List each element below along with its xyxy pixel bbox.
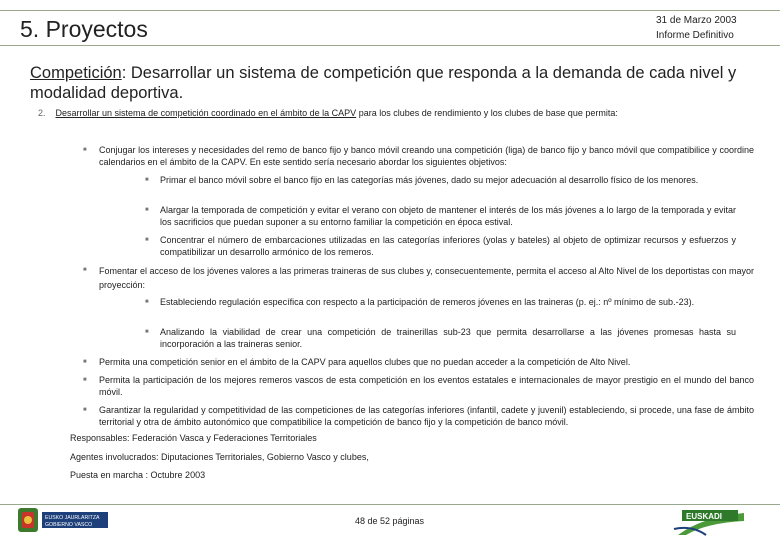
gobierno-vasco-logo (18, 507, 110, 538)
bullet-text: Fomentar el acceso de los jóvenes valores a las primeras traineras de sus clubes y, consecuentemente, permita el acceso al Alto Nivel de los deportistas con mayor proyección: (99, 266, 754, 290)
bullet-marker-icon: ■ (145, 177, 149, 183)
header-top-rule (0, 10, 780, 11)
bullet-text: Permita una competición senior en el ámbito de la CAPV para aquellos clubes que no puedan acceder a la competición de Alto Nivel. (99, 357, 631, 367)
bullet-text: Conjugar los intereses y necesidades del remo de banco fijo y banco móvil creando una competición (liga) de banco fijo y banco móvil que compatibilice y coordine calendarios en el ámbito de la CAPV. En este sentido sería necesario abordar los siguientes objetivos: (99, 145, 754, 167)
puesta-line: Puesta en marcha : Octubre 2003 (70, 470, 206, 480)
intro-number: 2. (38, 108, 46, 118)
logo-right-text: EUSKADI (686, 512, 723, 521)
intro-rest: para los clubes de rendimiento y los clubes de base que permita: (356, 108, 618, 118)
agentes-line: Agentes involucrados: Diputaciones Territoriales, Gobierno Vasco y clubes, (70, 452, 369, 462)
bullet-marker-icon: ■ (145, 207, 149, 213)
bullet-text: Primar el banco móvil sobre el banco fijo en las categorías más jóvenes, dado su mejor adecuación al desarrollo físico de los menores. (160, 175, 699, 185)
heading-keyword: Competición (30, 64, 122, 82)
bullet-marker-icon: ■ (83, 377, 87, 383)
header-status: Informe Definitivo (656, 30, 734, 41)
bullet-text: Analizando la viabilidad de crear una competición de trainerillas sub-23 que permita desarrollarse a las jóvenes promesas hasta su incorporación a las traineras senior. (160, 327, 736, 349)
intro-line (38, 108, 618, 118)
intro-underlined: Desarrollar un sistema de competición coordinado en el ámbito de la CAPV (55, 108, 357, 118)
logo-left-line2: GOBIERNO VASCO (45, 522, 93, 528)
bullet-marker-icon: ■ (145, 237, 149, 243)
bullet-marker-icon: ■ (83, 267, 87, 273)
page-number: 48 de 52 páginas (355, 516, 425, 526)
bullet-marker-icon: ■ (83, 407, 87, 413)
bullet-marker-icon: ■ (145, 299, 149, 305)
header-date: 31 de Marzo 2003 (656, 15, 737, 26)
euskadi-logo (672, 507, 748, 542)
bullet-marker-icon: ■ (83, 359, 87, 365)
bullet-marker-icon: ■ (83, 147, 87, 153)
bullet-text: Garantizar la regularidad y competitividad de las competiciones de las categorías inferiores (infantil, cadete y juvenil) estableciendo, si procede, una fase de ámbito territorial y otra de ámbito autonómico que compatibilice la competición de banco fijo y la competición de banco móvil. (99, 405, 754, 427)
section-heading (30, 63, 770, 103)
bullet-text: Concentrar el número de embarcaciones utilizadas en las categorías inferiores (yolas y bateles) al objeto de optimizar recursos y esfuerzos y compatibilizar un desarrollo armónico de los remeros. (160, 235, 736, 257)
heading-text: : Desarrollar un sistema de competición que responda a la demanda de cada nivel y modalidad deportiva. (30, 64, 737, 102)
bullet-marker-icon: ■ (145, 329, 149, 335)
header-bottom-rule (0, 45, 780, 46)
bullet-text: Permita la participación de los mejores remeros vascos de esta competición en los eventos estatales e internacionales de mayor prestigio en el mundo del banco móvil. (99, 375, 754, 397)
footer-rule (0, 504, 780, 505)
page-title: 5. Proyectos (20, 16, 148, 42)
bullet-text: Estableciendo regulación específica con respecto a la participación de remeros jóvenes en las traineras (p. ej.: nº mínimo de sub.-23). (160, 297, 695, 307)
responsables-line: Responsables: Federación Vasca y Federaciones Territoriales (70, 433, 317, 443)
logo-left-line1: EUSKO JAURLARITZA (45, 515, 100, 521)
bullet-text: Alargar la temporada de competición y evitar el verano con objeto de mantener el interés de los más jóvenes a lo largo de la temporada y evitar los sacrificios que puedan suponer a su entorno familiar la competición en época estival. (160, 205, 736, 227)
header-meta (656, 13, 737, 43)
